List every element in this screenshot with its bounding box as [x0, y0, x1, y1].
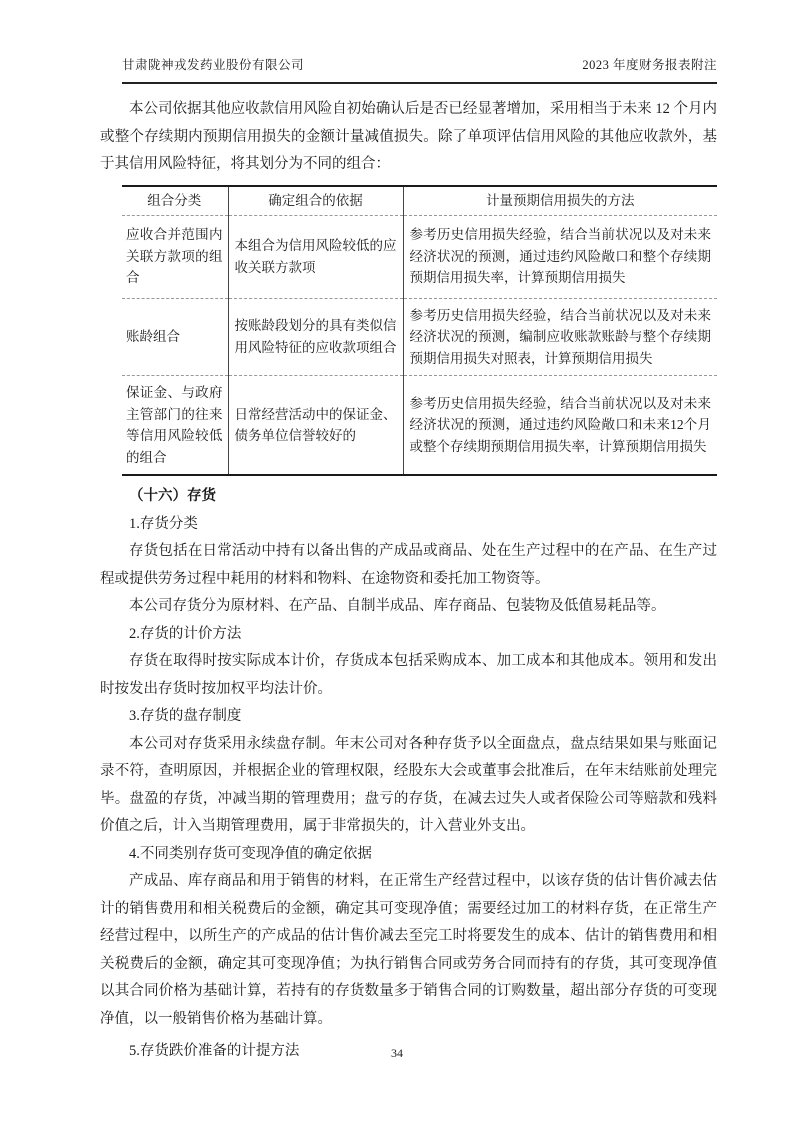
table-cell: 账龄组合	[122, 298, 228, 376]
page-content	[100, 96, 717, 1066]
table-header-cell: 组合分类	[122, 186, 228, 216]
table-cell: 本组合为信用风险较低的应收关联方款项	[228, 215, 403, 298]
table-row	[122, 376, 717, 476]
page-header	[122, 57, 717, 84]
page-number: 34	[391, 1046, 403, 1060]
paragraph: 存货在取得时按实际成本计价，存货成本包括采购成本、加工成本和其他成本。领用和发出时按发出存货时按加权平均法计价。	[100, 653, 717, 697]
subsection-title: 5.存货跌价准备的计提方法	[129, 1043, 300, 1059]
intro-paragraph: 本公司依据其他应收款信用风险自初始确认后是否已经显著增加，采用相当于未来 12 个月内或整个存续期内预期信用损失的金额计量减值损失。除了单项评估信用风险的其他应收款外，基于其信用风险特征，将其划分为不同的组合：	[100, 101, 717, 172]
table-header-cell: 计量预期信用损失的方法	[403, 186, 717, 216]
table-cell: 参考历史信用损失经验，结合当前状况以及对未来经济状况的预测，编制应收账款账龄与整个存续期预期信用损失对照表，计算预期信用损失	[403, 298, 717, 376]
report-title: 2023 年度财务报表附注	[582, 58, 717, 72]
table-header-cell: 确定组合的依据	[228, 186, 403, 216]
subsection-title: 2.存货的计价方法	[129, 625, 242, 642]
subsection-title: 1.存货分类	[129, 515, 198, 532]
table-row	[122, 215, 717, 298]
credit-loss-portfolio-table	[122, 185, 717, 477]
paragraph: 存货包括在日常活动中持有以备出售的产成品或商品、处在生产过程中的在产品、在生产过程或提供劳务过程中耗用的材料和物料、在途物资和委托加工物资等。	[100, 543, 717, 587]
paragraph: 本公司存货分为原材料、在产品、自制半成品、库存商品、包装物及低值易耗品等。	[129, 598, 666, 614]
table-cell: 日常经营活动中的保证金、债务单位信誉较好的	[228, 376, 403, 476]
table-cell: 应收合并范围内关联方款项的组合	[122, 215, 228, 298]
paragraph: 本公司对存货采用永续盘存制。年末公司对各种存货予以全面盘点，盘点结果如果与账面记录不符，查明原因，并根据企业的管理权限，经股东大会或董事会批准后，在年末结账前处理完毕。盘盈的存货，冲减当期的管理费用；盘亏的存货，在减去过失人或者保险公司等赔款和残料价值之后，计入当期管理费用，属于非常损失的，计入营业外支出。	[100, 735, 717, 834]
table-cell: 保证金、与政府主管部门的往来等信用风险较低的组合	[122, 376, 228, 476]
subsection-title: 4.不同类别存货可变现净值的确定依据	[129, 845, 372, 862]
section-heading: （十六）存货	[129, 488, 216, 504]
table-header-row	[122, 186, 717, 216]
table-cell: 参考历史信用损失经验，结合当前状况以及对未来经济状况的预测，通过违约风险敞口和整个存续期预期信用损失率，计算预期信用损失	[403, 215, 717, 298]
table-row	[122, 298, 717, 376]
table-cell: 参考历史信用损失经验，结合当前状况以及对未来经济状况的预测，通过违约风险敞口和未来12个月或整个存续期预期信用损失率，计算预期信用损失	[403, 376, 717, 476]
company-name: 甘肃陇神戎发药业股份有限公司	[122, 58, 305, 72]
table-cell: 按账龄段划分的具有类似信用风险特征的应收款项组合	[228, 298, 403, 376]
paragraph: 产成品、库存商品和用于销售的材料，在正常生产经营过程中，以该存货的估计售价减去估计的销售费用和相关税费后的金额，确定其可变现净值；需要经过加工的材料存货，在正常生产经营过程中，以所生产的产成品的估计售价减去至完工时将要发生的成本、估计的销售费用和相关税费后的金额，确定其可变现净值；为执行销售合同或劳务合同而持有的存货，其可变现净值以其合同价格为基础计算，若持有的存货数量多于销售合同的订购数量，超出部分存货的可变现净值，以一般销售价格为基础计算。	[100, 873, 717, 1027]
subsection-title: 3.存货的盘存制度	[129, 708, 242, 724]
